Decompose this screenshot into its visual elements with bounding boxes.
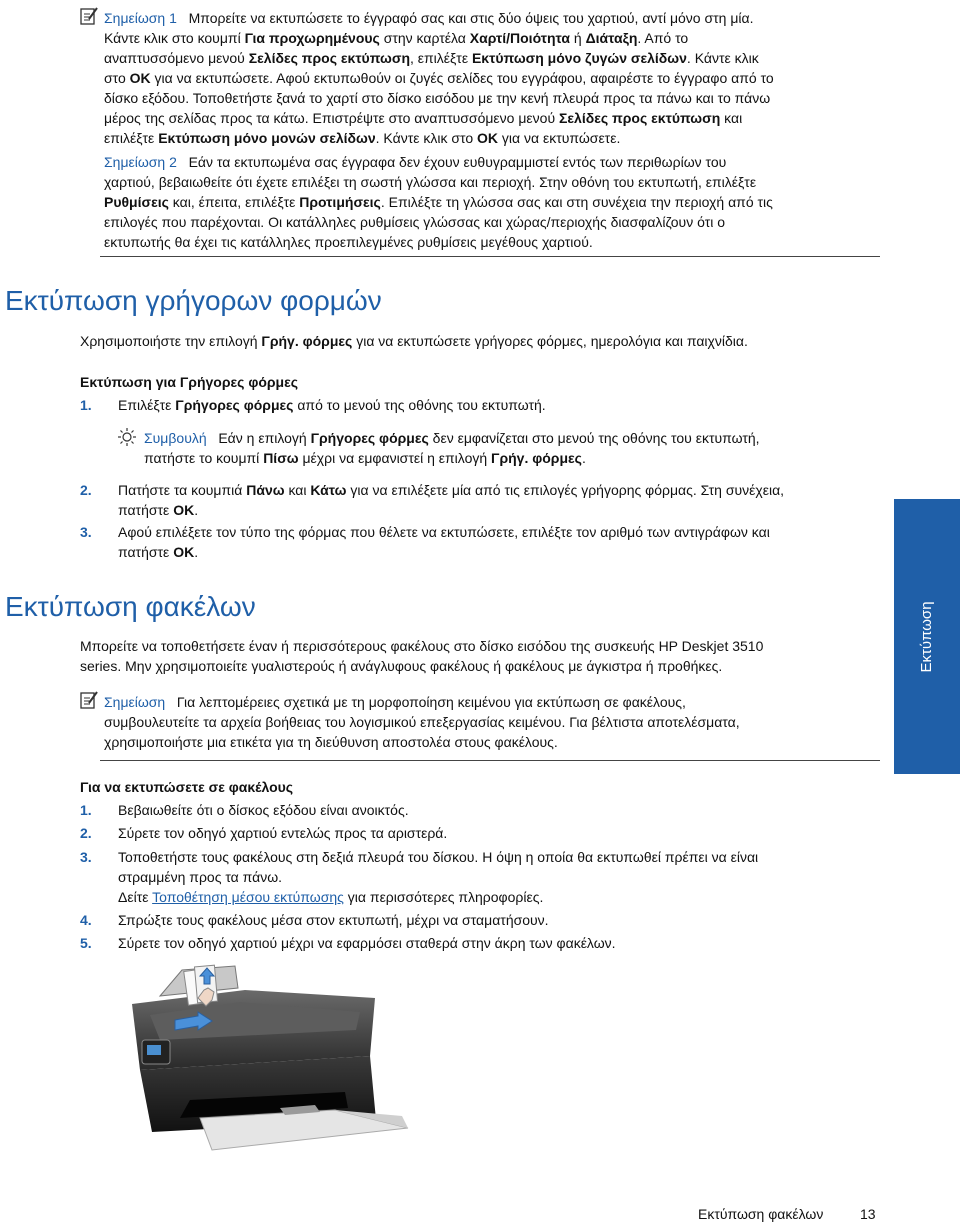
note-icon [80,691,98,709]
note-1-label: Σημείωση 1 [104,10,177,26]
forms-heading: Εκτύπωση γρήγορων φορμών [5,285,382,316]
page-number: 13 [860,1206,876,1222]
forms-step-3: Αφού επιλέξετε τον τύπο της φόρμας που θέλετε να εκτυπώσετε, επιλέξτε τον αριθμό των αντιγράφων και πατήστε OK. [118,524,770,560]
step-number: 2. [80,825,92,841]
step-number: 1. [80,397,92,413]
envelopes-note: Σημείωση Για λεπτομέρειες σχετικά με τη μορφοποίηση κειμένου για εκτύπωση σε φακέλους, συμβουλευτείτε τα αρχεία βοήθειας του λογισμικού επεξεργασίας κειμένου. Για βέλτιστα αποτελέσματα, χρησιμοποιήστε μια ετικέτα για τη διεύθυνση αποστολέα στους φακέλους. [104,694,740,750]
forms-intro: Χρησιμοποιήστε την επιλογή Γρήγ. φόρμες για να εκτυπώσετε γρήγορες φόρμες, ημερολόγια και παιχνίδια. [80,333,748,349]
step-number: 1. [80,802,92,818]
envelope-step-1: Βεβαιωθείτε ότι ο δίσκος εξόδου είναι ανοικτός. [118,802,409,818]
note-2-label: Σημείωση 2 [104,154,177,170]
step-number: 4. [80,912,92,928]
envelopes-heading: Εκτύπωση φακέλων [5,591,256,622]
note-icon [80,7,98,25]
chapter-side-tab: Εκτύπωση [894,499,960,774]
tip-label: Συμβουλή [144,430,207,446]
envelopes-intro: Μπορείτε να τοποθετήσετε έναν ή περισσότερους φακέλους στο δίσκο εισόδου της συσκευής HP Deskjet 3510 series. Μην χρησιμοποιείτε γυαλιστερούς ή ανάγλυφους φακέλους ή φακέλους με άγκιστρα ή προθήκες. [80,638,764,674]
divider [100,256,880,257]
forms-subheading: Εκτύπωση για Γρήγορες φόρμες [80,374,299,390]
envelope-step-4: Σπρώξτε τους φακέλους μέσα στον εκτυπωτή, μέχρι να σταματήσουν. [118,912,549,928]
note-1: Σημείωση 1 Μπορείτε να εκτυπώσετε το έγγραφό σας και στις δύο όψεις του χαρτιού, αντί μόνο στη μία. Κάντε κλικ στο κουμπί Για προχωρημένους στην καρτέλα Χαρτί/Ποιότητα ή Διάταξη. Από το αναπτυσσόμενο μενού Σελίδες προς εκτύπωση, επιλέξτε Εκτύπωση μόνο ζυγών σελίδων. Κάντε κλικ στο OK για να εκτυπώσετε. Αφού εκτυπωθούν οι ζυγές σελίδες του εγγράφου, αφαιρέστε το έγγραφο από το δίσκο εξόδου. Τοποθετήστε ξανά το χαρτί στο δίσκο εισόδου με την κενή πλευρά προς τα πάνω και το πάνω μέρος της σελίδας προς τα κάτω. Επιστρέψτε στο αναπτυσσόμενο μενού Σελίδες προς εκτύπωση και επιλέξτε Εκτύπωση μόνο μονών σελίδων. Κάντε κλικ στο OK για να εκτυπώσετε. [104,10,774,146]
printer-envelope-illustration [120,960,455,1152]
note-2: Σημείωση 2 Εάν τα εκτυπωμένα σας έγγραφα δεν έχουν ευθυγραμμιστεί εντός των περιθωρίων του χαρτιού, βεβαιωθείτε ότι έχετε επιλέξει τη σωστή γλώσσα και περιοχή. Στην οθόνη του εκτυπωτή, επιλέξτε Ρυθμίσεις και, έπειτα, επιλέξτε Προτιμήσεις. Επιλέξτε τη γλώσσα σας και στη συνέχεια την περιοχή από τις επιλογές που παρέχονται. Οι κατάλληλες ρυθμίσεις γλώσσας και χώρας/περιοχής διασφαλίζουν ότι ο εκτυπωτής θα έχει τις κατάλληλες προεπιλεγμένες ρυθμίσεις μεγέθους χαρτιού. [104,154,773,250]
step-number: 2. [80,482,92,498]
forms-step-1: Επιλέξτε Γρήγορες φόρμες από το μενού της οθόνης του εκτυπωτή. [118,397,546,413]
forms-tip: Συμβουλή Εάν η επιλογή Γρήγορες φόρμες δεν εμφανίζεται στο μενού της οθόνης του εκτυπωτή, πατήστε το κουμπί Πίσω μέχρι να εμφανιστεί η επιλογή Γρήγ. φόρμες. [144,430,760,466]
envelope-step-2: Σύρετε τον οδηγό χαρτιού εντελώς προς τα αριστερά. [118,825,448,841]
tip-lightbulb-icon [118,428,136,446]
envelopes-subheading: Για να εκτυπώσετε σε φακέλους [80,779,294,795]
divider [100,760,880,761]
envelope-step-5: Σύρετε τον οδηγό χαρτιού μέχρι να εφαρμόσει σταθερά στην άκρη των φακέλων. [118,935,616,951]
step-number: 3. [80,849,92,865]
load-media-link[interactable]: Τοποθέτηση μέσου εκτύπωσης [152,889,344,905]
note-label: Σημείωση [104,694,166,710]
envelope-step-3: Τοποθετήστε τους φακέλους στη δεξιά πλευρά του δίσκου. Η όψη η οποία θα εκτυπωθεί πρέπει να είναι στραμμένη προς τα πάνω. Δείτε Τοποθέτηση μέσου εκτύπωσης για περισσότερες πληροφορίες. [118,849,759,905]
step-number: 3. [80,524,92,540]
forms-step-2: Πατήστε τα κουμπιά Πάνω και Κάτω για να επιλέξετε μία από τις επιλογές γρήγορης φόρμας. Στη συνέχεια, πατήστε OK. [118,482,785,518]
note-1-text: Μπορείτε να εκτυπώσετε το έγγραφό σας και στις δύο όψεις του χαρτιού, αντί μόνο στη μία. [188,10,754,26]
step-number: 5. [80,935,92,951]
footer-section-name: Εκτύπωση φακέλων [698,1206,824,1222]
